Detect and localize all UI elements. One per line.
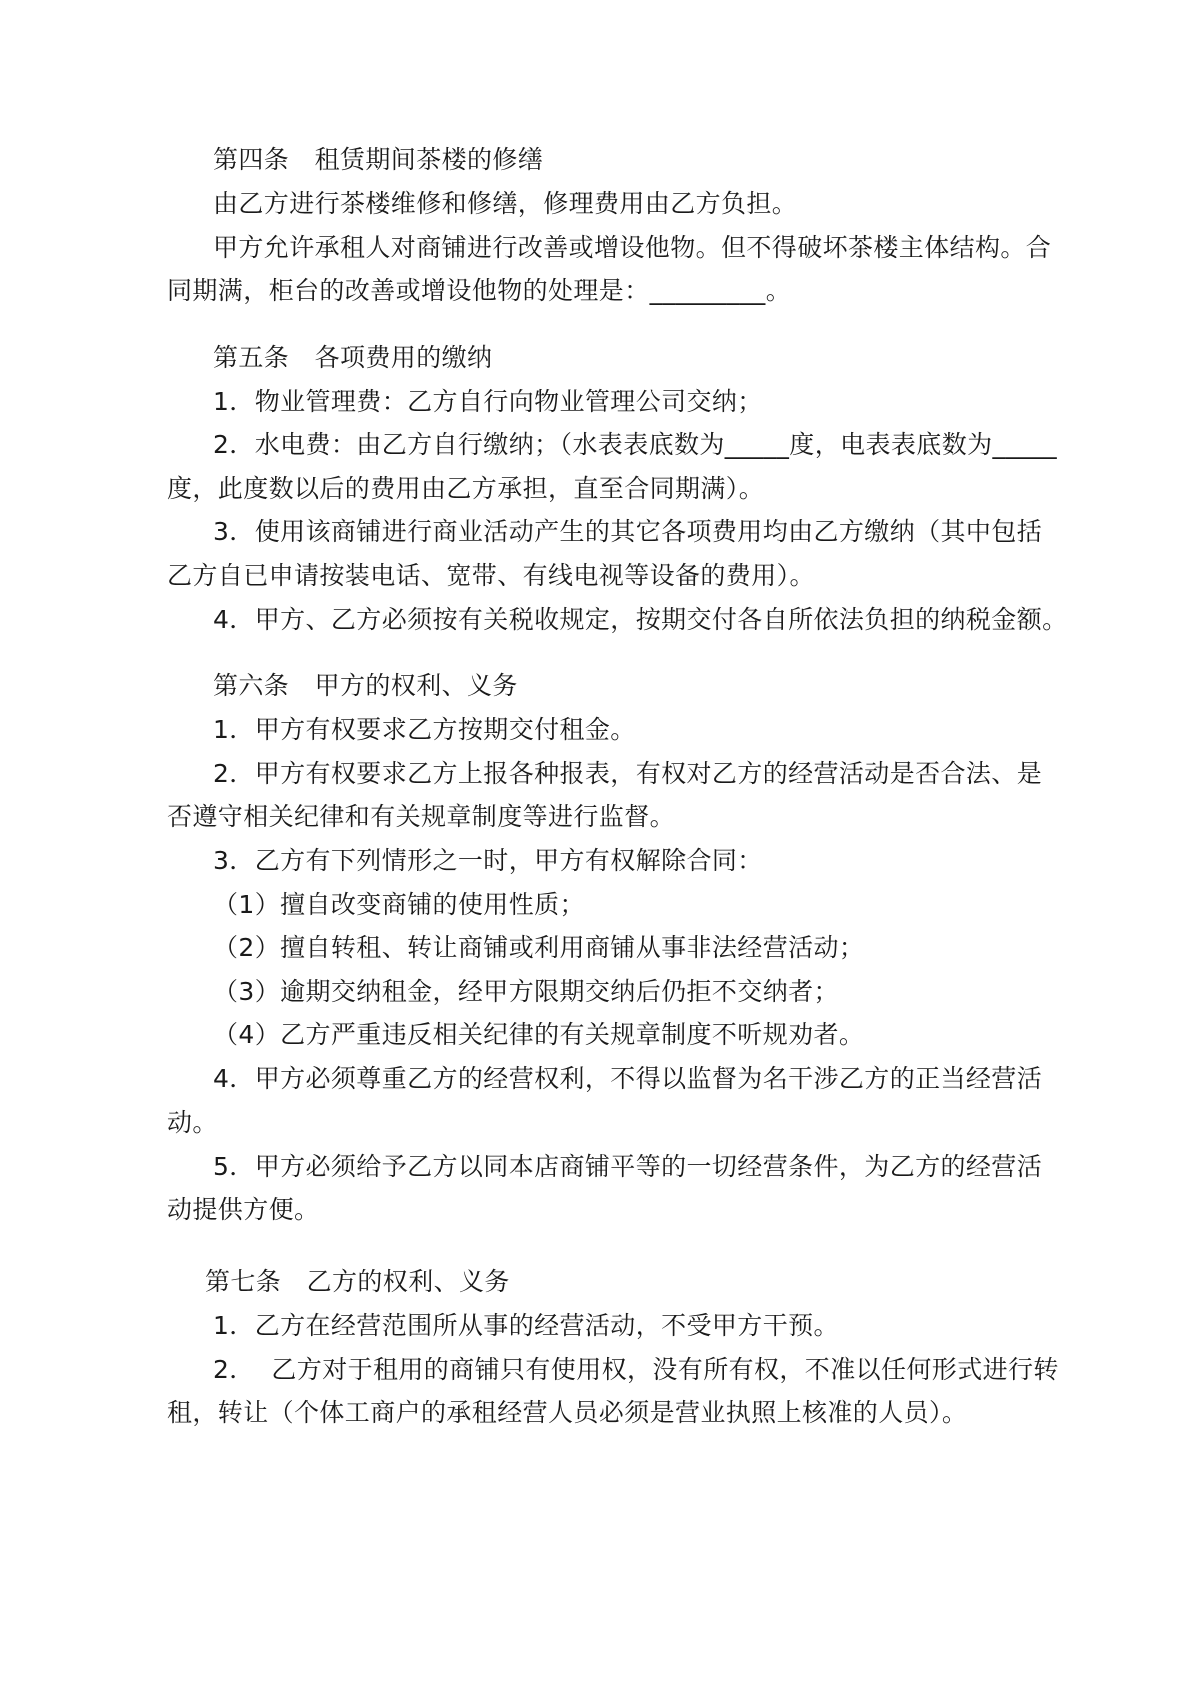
list-item: 1．甲方有权要求乙方按期交付租金。 [213, 715, 636, 744]
list-item: 2．甲方有权要求乙方上报各种报表，有权对乙方的经营活动是否合法、是 [213, 759, 1043, 788]
list-item: 5．甲方必须给予乙方以同本店商铺平等的一切经营条件，为乙方的经营活 [213, 1152, 1043, 1181]
article-6-heading: 第六条 甲方的权利、义务 [213, 671, 518, 700]
list-item: 1．乙方在经营范围所从事的经营活动，不受甲方干预。 [213, 1311, 839, 1340]
article-5-heading: 第五条 各项费用的缴纳 [213, 343, 493, 372]
sub-list-item: （2）擅自转租、转让商铺或利用商铺从事非法经营活动； [213, 933, 865, 962]
sub-list-item: （1）擅自改变商铺的使用性质； [213, 890, 585, 919]
list-item: 3．乙方有下列情形之一时，甲方有权解除合同： [213, 846, 763, 875]
paragraph-line: 由乙方进行茶楼维修和修缮，修理费用由乙方负担。 [213, 189, 798, 218]
sub-list-item: （4）乙方严重违反相关纪律的有关规章制度不听规劝者。 [213, 1020, 865, 1049]
list-item-continuation: 租，转让（个体工商户的承租经营人员必须是营业执照上核准的人员）。 [167, 1398, 968, 1427]
list-item-continuation: 否遵守相关纪律和有关规章制度等进行监督。 [167, 802, 676, 831]
list-item-continuation: 动。 [167, 1108, 218, 1137]
list-item-continuation: 动提供方便。 [167, 1195, 320, 1224]
list-item: 2．水电费：由乙方自行缴纳；（水表表底数为_____度，电表表底数为_____ [213, 430, 1058, 459]
sub-list-item: （3）逾期交纳租金，经甲方限期交纳后仍拒不交纳者； [213, 977, 839, 1006]
list-item-continuation: 乙方自已申请按装电话、宽带、有线电视等设备的费用）。 [167, 561, 815, 590]
paragraph-line: 同期满，柜台的改善或增设他物的处理是：_________。 [167, 276, 792, 305]
article-7-heading: 第七条 乙方的权利、义务 [205, 1267, 510, 1296]
list-item: 2． 乙方对于租用的商铺只有使用权，没有所有权，不准以任何形式进行转 [213, 1355, 1059, 1384]
list-item: 3．使用该商铺进行商业活动产生的其它各项费用均由乙方缴纳（其中包括 [213, 517, 1043, 546]
list-item: 1．物业管理费：乙方自行向物业管理公司交纳； [213, 387, 763, 416]
list-item: 4．甲方必须尊重乙方的经营权利，不得以监督为名干涉乙方的正当经营活 [213, 1064, 1043, 1093]
paragraph-line: 甲方允许承租人对商铺进行改善或增设他物。但不得破坏茶楼主体结构。合 [213, 233, 1052, 262]
list-item: 4．甲方、乙方必须按有关税收规定，按期交付各自所依法负担的纳税金额。 [213, 605, 1068, 634]
list-item-continuation: 度，此度数以后的费用由乙方承担，直至合同期满）。 [167, 474, 765, 503]
article-4-heading: 第四条 租赁期间茶楼的修缮 [213, 145, 544, 174]
